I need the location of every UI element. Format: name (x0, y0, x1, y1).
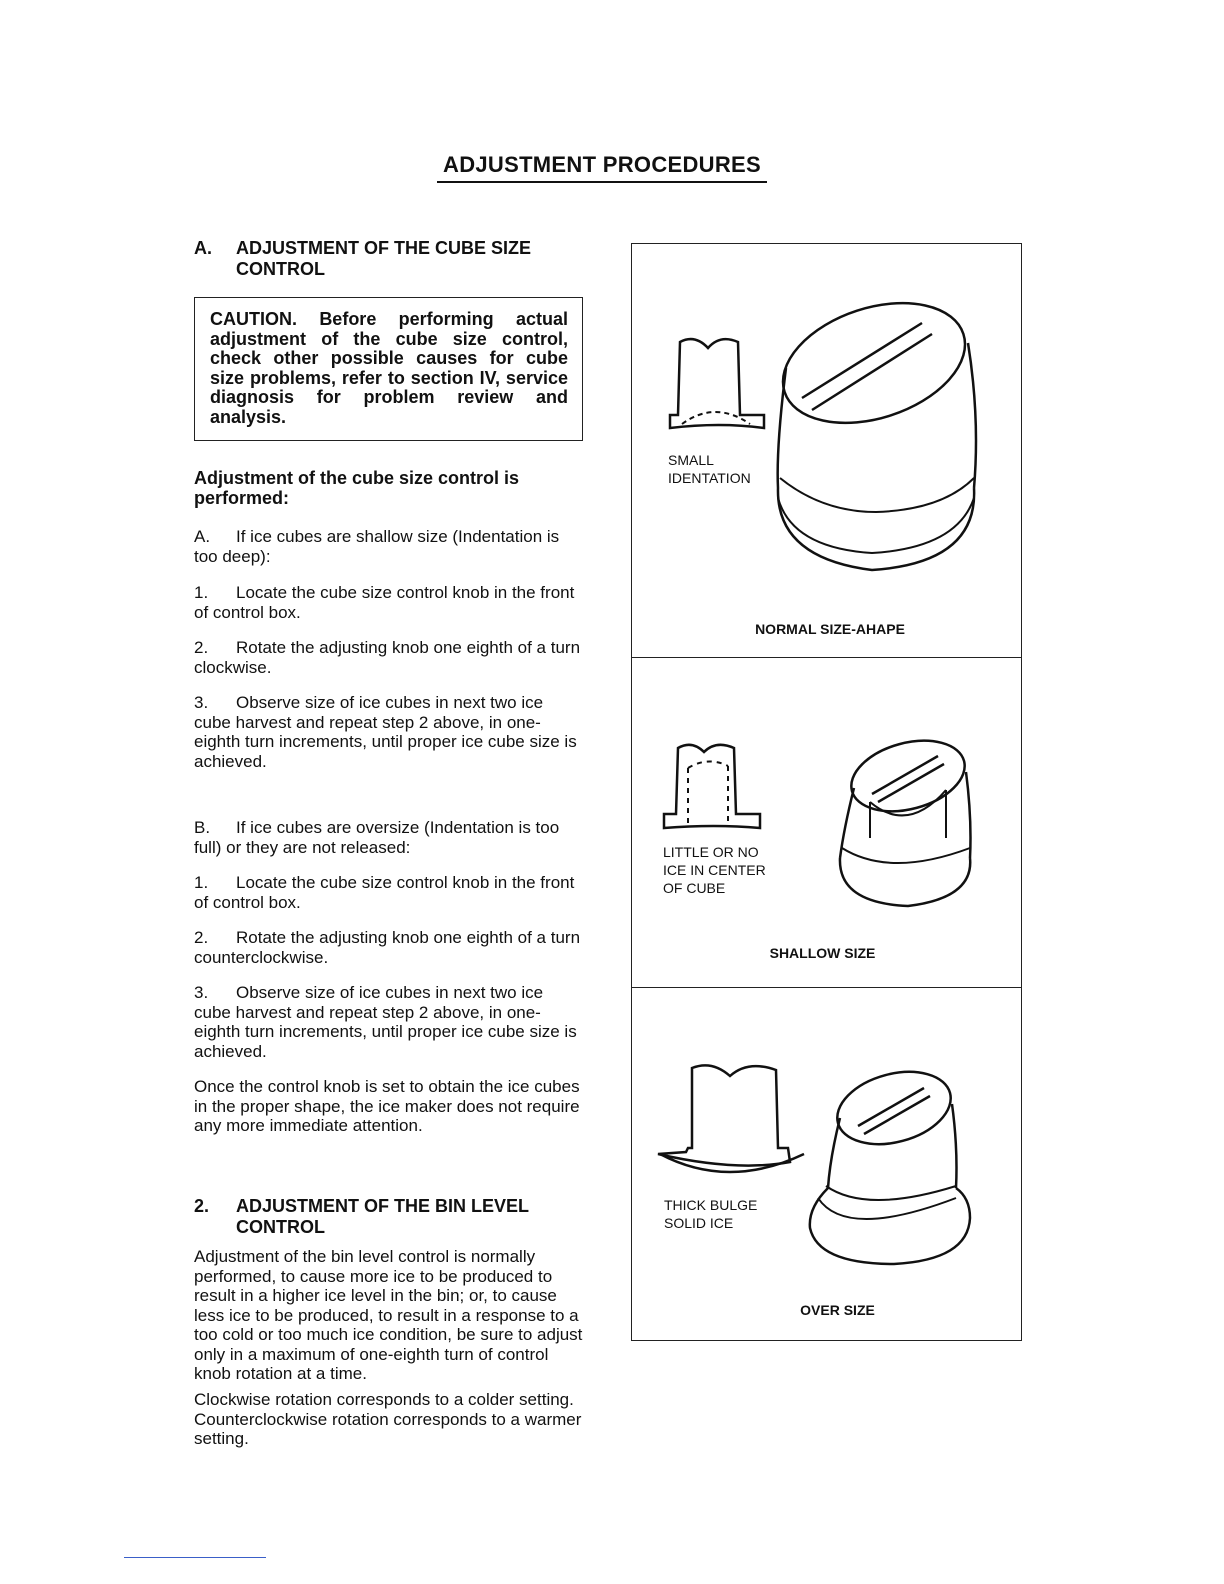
page-title: ADJUSTMENT PROCEDURES (437, 152, 767, 183)
step-number: 3. (194, 693, 209, 712)
case-b-intro (194, 818, 584, 857)
caution-box: CAUTION. Before performing actual adjustment of the cube size control, check other possible causes for cube size problems, refer to section IV, service diagnosis for problem review and analysis. (194, 297, 583, 441)
section-a-number: A. (194, 238, 212, 258)
step-number: 1. (194, 583, 209, 602)
label-line: THICK BULGE (664, 1197, 758, 1213)
section-2-title-line1: ADJUSTMENT OF THE BIN LEVEL (236, 1196, 530, 1216)
step-number: 2. (194, 638, 209, 657)
section-2-title-line2: CONTROL (236, 1217, 325, 1237)
label-line: SMALL (668, 452, 714, 468)
case-a-lead: A. (194, 527, 211, 546)
label-line: ICE IN CENTER (663, 862, 766, 878)
oversize-cube-3d-drawing (806, 1068, 972, 1268)
case-b-lead: B. (194, 818, 211, 837)
step-text: Observe size of ice cubes in next two ice cube harvest and repeat step 2 above, in one-eighth turn increments, until proper ice cube size is achieved. (194, 983, 577, 1061)
section-a-heading (194, 238, 586, 280)
label-line: LITTLE OR NO (663, 844, 759, 860)
step-number: 3. (194, 983, 209, 1002)
procedure-subhead: Adjustment of the cube size control is performed: (194, 468, 520, 508)
case-a-intro (194, 527, 584, 566)
case-a-step-3 (194, 693, 584, 771)
oversize-label (664, 1196, 757, 1232)
oversize-caption: OVER SIZE (800, 1302, 875, 1318)
bottom-rule (124, 1557, 266, 1558)
shallow-cube-3d-drawing (830, 738, 978, 910)
step-text: Observe size of ice cubes in next two ice cube harvest and repeat step 2 above, in one-eighth turn increments, until proper ice cube size is achieved. (194, 693, 577, 771)
section-2-heading (194, 1196, 586, 1238)
step-text: Locate the cube size control knob in the front of control box. (194, 583, 575, 622)
step-number: 2. (194, 928, 209, 947)
shallow-label (663, 843, 766, 897)
section-a-title-line2: CONTROL (236, 259, 325, 279)
oversize-cube-profile-drawing (656, 1058, 808, 1170)
step-text: Locate the cube size control knob in the front of control box. (194, 873, 575, 912)
shallow-cube-profile-drawing (660, 738, 770, 834)
step-text: Rotate the adjusting knob one eighth of a turn clockwise. (194, 638, 581, 677)
bin-level-body: Adjustment of the bin level control is normally performed, to cause more ice to be produced to result in a higher ice level in the bin; or, to cause less ice to be produced, to result in a response to a too cold or too much ice condition, be sure to adjust only in a maximum of one-eighth turn of control knob rotation at a time. (194, 1247, 583, 1383)
case-a-step-2 (194, 638, 584, 677)
step-number: 1. (194, 873, 209, 892)
shallow-caption: SHALLOW SIZE (769, 945, 876, 961)
normal-caption: NORMAL SIZE-AHAPE (755, 621, 905, 637)
label-line: IDENTATION (668, 470, 751, 486)
section-2-number: 2. (194, 1196, 210, 1216)
rotation-note: Clockwise rotation corresponds to a colder setting. Counterclockwise rotation corresponds to a warmer setting. (194, 1390, 582, 1448)
normal-cube-3d-drawing (772, 298, 984, 582)
case-a-step-1 (194, 583, 584, 622)
case-b-text: If ice cubes are oversize (Indentation is too full) or they are not released: (194, 818, 560, 857)
label-line: OF CUBE (663, 880, 726, 896)
case-a-text: If ice cubes are shallow size (Indentation is too deep): (194, 527, 560, 566)
normal-label (668, 451, 751, 487)
section-a-title-line1: ADJUSTMENT OF THE CUBE SIZE (236, 238, 532, 258)
figure-divider (631, 987, 1022, 988)
figure-divider (631, 657, 1022, 658)
case-b-step-3 (194, 983, 584, 1061)
case-b-step-2 (194, 928, 584, 967)
closing-paragraph: Once the control knob is set to obtain the ice cubes in the proper shape, the ice maker does not require any more immediate attention. (194, 1077, 580, 1135)
step-text: Rotate the adjusting knob one eighth of a turn counterclockwise. (194, 928, 581, 967)
normal-cube-profile-drawing (660, 330, 780, 440)
label-line: SOLID ICE (664, 1215, 734, 1231)
case-b-step-1 (194, 873, 584, 912)
